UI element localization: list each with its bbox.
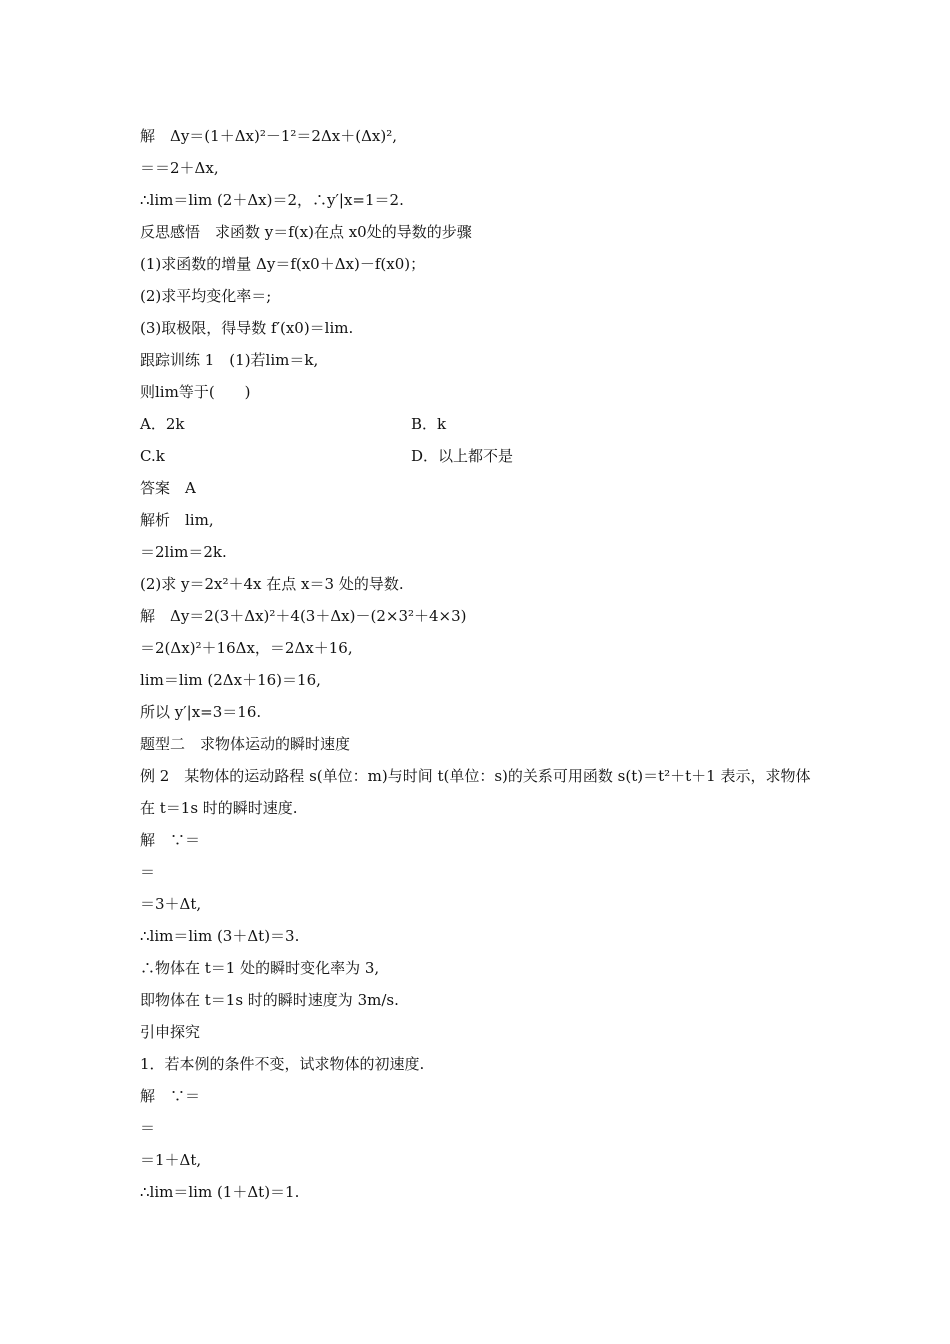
text-line: ∴lim＝lim (2＋Δx)＝2，∴y′|x=1＝2.: [140, 191, 404, 209]
text-line: 跟踪训练 1 (1)若lim＝k,: [140, 351, 319, 369]
option-c: C.k: [140, 447, 165, 465]
text-line: (1)求函数的增量 Δy＝f(x0＋Δx)－f(x0)；: [140, 255, 426, 273]
text-line: 解 Δy＝(1＋Δx)²－1²＝2Δx＋(Δx)²,: [140, 127, 398, 145]
text-line: ∴lim＝lim (3＋Δt)＝3.: [140, 927, 300, 945]
text-line: ＝: [140, 1119, 156, 1137]
text-line: ∴物体在 t＝1 处的瞬时变化率为 3,: [140, 959, 380, 977]
text-line: ＝1＋Δt,: [140, 1151, 202, 1169]
text-line: (3)取极限，得导数 f′(x0)＝lim.: [140, 319, 354, 337]
section-heading: 引申探究: [140, 1023, 201, 1041]
text-line: (2)求 y＝2x²＋4x 在点 x＝3 处的导数.: [140, 575, 404, 593]
text-line: 解 Δy＝2(3＋Δx)²＋4(3＋Δx)－(2×3²＋4×3): [140, 607, 467, 625]
text-line: 1．若本例的条件不变，试求物体的初速度.: [140, 1055, 425, 1073]
text-line: ＝2(Δx)²＋16Δx，＝2Δx＋16,: [140, 639, 353, 657]
text-line: (2)求平均变化率＝;: [140, 287, 272, 305]
text-line: 即物体在 t＝1s 时的瞬时速度为 3m/s.: [140, 991, 399, 1009]
text-line: 解析 lim,: [140, 511, 214, 529]
text-line: ＝2lim＝2k.: [140, 543, 227, 561]
option-b: B．k: [411, 415, 447, 433]
text-line: 解 ∵＝: [140, 1087, 201, 1105]
text-line: ∴lim＝lim (1＋Δt)＝1.: [140, 1183, 300, 1201]
text-line: 解 ∵＝: [140, 831, 201, 849]
options-row-1: [140, 408, 820, 440]
document-content: [140, 120, 820, 1208]
text-line: 答案 A: [140, 479, 196, 497]
text-line: lim＝lim (2Δx＋16)＝16,: [140, 671, 321, 689]
example-text: 例 2 某物体的运动路程 s(单位：m)与时间 t(单位：s)的关系可用函数 s(t)＝t²＋t＋1 表示，求物体在 t＝1s 时的瞬时速度.: [140, 767, 811, 817]
text-line: 则lim等于( ): [140, 383, 251, 401]
text-line: 所以 y′|x=3＝16.: [140, 703, 262, 721]
section-heading: 题型二 求物体运动的瞬时速度: [140, 735, 351, 753]
option-d: D．以上都不是: [411, 447, 514, 465]
text-line: ＝＝2＋Δx,: [140, 159, 219, 177]
options-row-2: [140, 440, 820, 472]
text-line: ＝3＋Δt,: [140, 895, 202, 913]
option-a: A．2k: [140, 415, 185, 433]
text-line: 反思感悟 求函数 y＝f(x)在点 x0处的导数的步骤: [140, 223, 472, 241]
text-line: ＝: [140, 863, 156, 881]
